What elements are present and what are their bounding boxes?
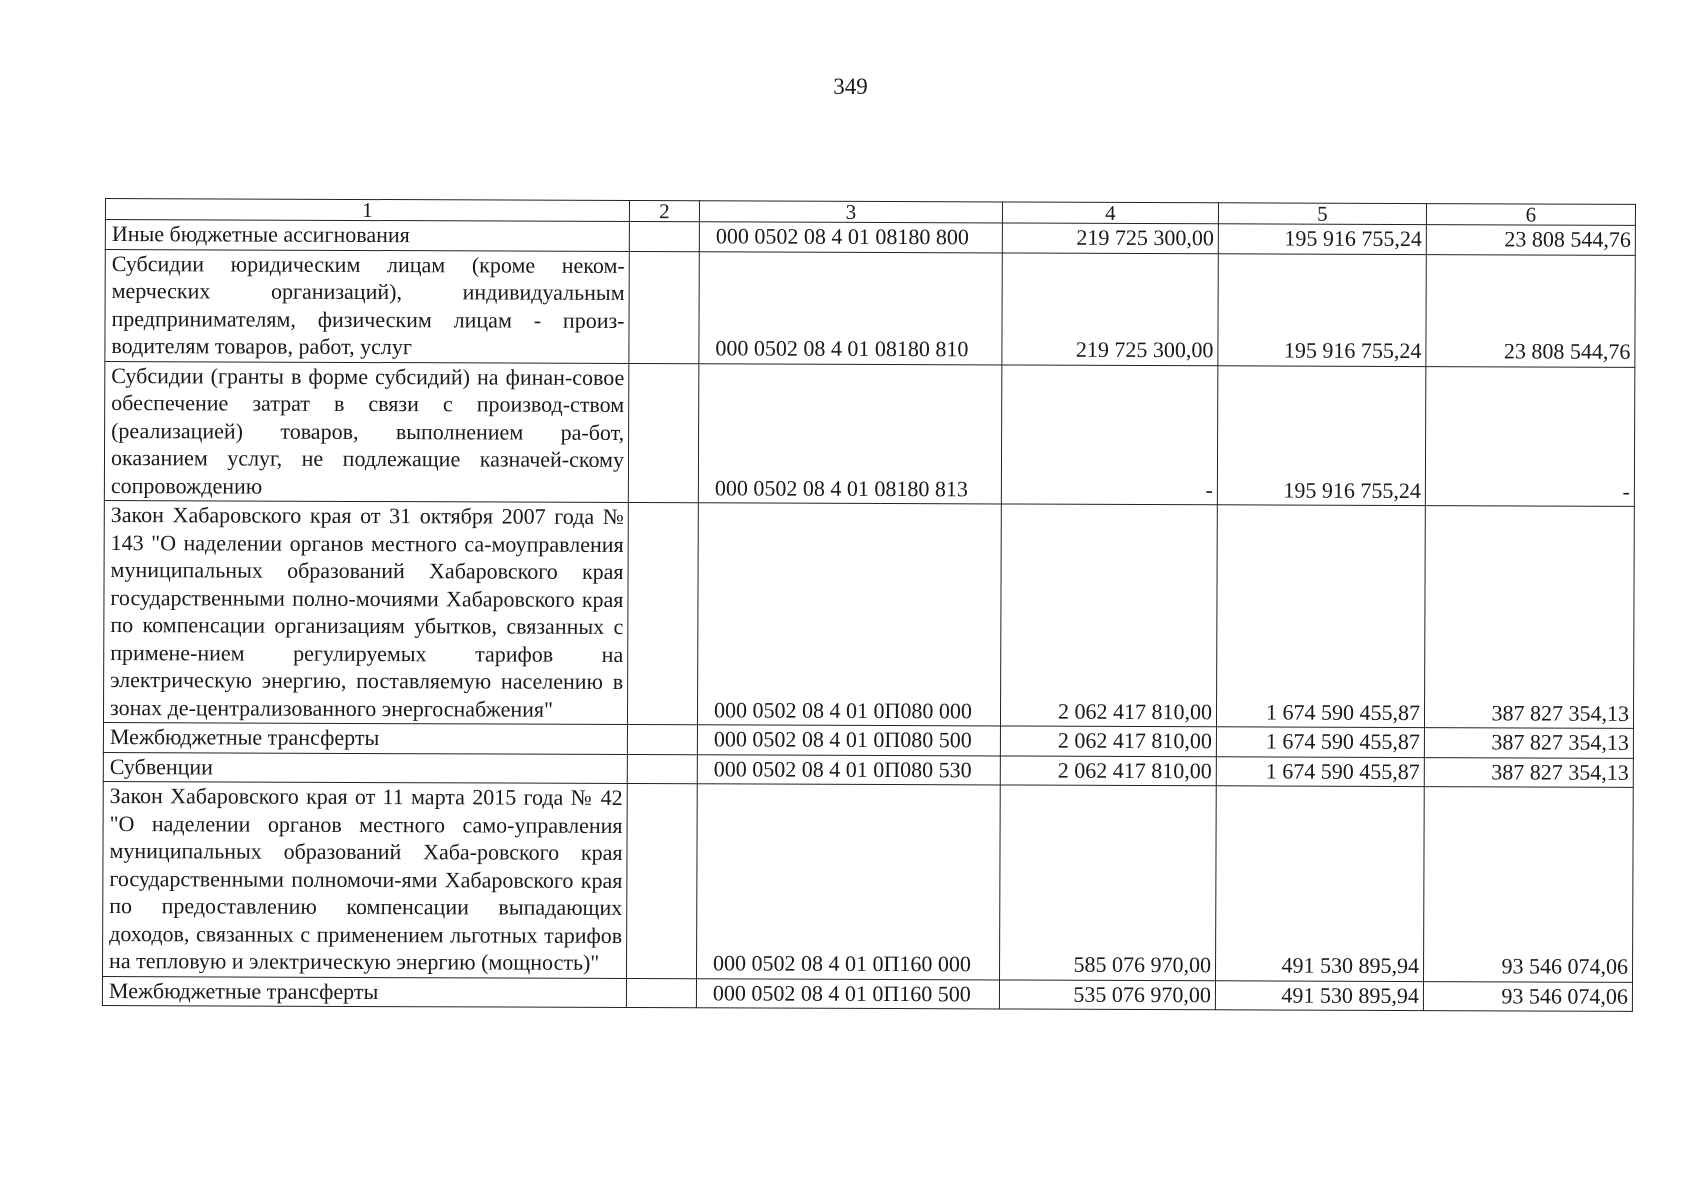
row-plan: 585 076 970,00 bbox=[1000, 785, 1217, 980]
row-plan: 2 062 417 810,00 bbox=[1000, 726, 1216, 756]
row-code: 000 0502 08 4 01 0П080 000 bbox=[697, 503, 1001, 726]
row-description: Иные бюджетные ассигнования bbox=[105, 220, 629, 252]
row-description: Субсидии юридическим лицам (кроме неком-мерческих организаций), индивидуальным предпринимателям, физическим лицам - произ-водителям товаров, работ, услуг bbox=[105, 249, 629, 363]
row-plan: 219 725 300,00 bbox=[1002, 252, 1218, 365]
row-description: Межбюджетные трансферты bbox=[102, 976, 626, 1008]
row-col2 bbox=[627, 784, 698, 979]
row-code: 000 0502 08 4 01 0П080 500 bbox=[697, 725, 1000, 756]
row-description: Субвенции bbox=[103, 752, 627, 784]
row-col2 bbox=[626, 978, 696, 1008]
row-code: 000 0502 08 4 01 08180 800 bbox=[699, 222, 1002, 253]
row-col2 bbox=[627, 725, 697, 755]
row-code: 000 0502 08 4 01 0П080 530 bbox=[697, 754, 1000, 785]
row-executed: 195 916 755,24 bbox=[1217, 365, 1426, 505]
row-description: Закон Хабаровского края от 11 марта 2015 года № 42 "О наделении органов местного само-управления муниципальных образований Хаба-ровского края государственными полномочи-ями Хабаровского края по предоставлению компенсации выпадающих доходов, связанных с применением льготных тарифов на тепловую и электрическую энергию (мощность)" bbox=[103, 781, 628, 978]
row-description: Субсидии (гранты в форме субсидий) на финан-совое обеспечение затрат в связи с производ-ством (реализацией) товаров, выполнением ра-бот, оказанием услуг, не подлежащие казначей-скому сопровождению bbox=[104, 361, 629, 503]
row-remainder: 387 827 354,13 bbox=[1424, 506, 1634, 729]
row-executed: 491 530 895,94 bbox=[1215, 980, 1423, 1010]
column-header: 5 bbox=[1218, 203, 1426, 225]
row-plan: 2 062 417 810,00 bbox=[1000, 755, 1216, 785]
row-plan: 219 725 300,00 bbox=[1002, 223, 1218, 253]
row-remainder: 93 546 074,06 bbox=[1424, 787, 1634, 982]
row-plan: 535 076 970,00 bbox=[999, 979, 1215, 1009]
column-header: 3 bbox=[699, 201, 1002, 223]
row-remainder: 23 808 544,76 bbox=[1426, 254, 1635, 367]
row-col2 bbox=[627, 503, 698, 725]
row-col2 bbox=[629, 251, 699, 363]
budget-table bbox=[102, 198, 1636, 1012]
table-row bbox=[105, 249, 1635, 367]
row-executed: 195 916 755,24 bbox=[1218, 253, 1426, 366]
page-number: 349 bbox=[833, 74, 868, 99]
column-header: 2 bbox=[629, 201, 699, 222]
row-description: Закон Хабаровского края от 31 октября 2007 года № 143 "О наделении органов местного са-моуправления муниципальных образований Хабаровского края государственными полно-мочиями Хабаровского края по компенсации организациям убытков, связанных с примене-нием регулируемых тарифов на электрическую энергию, поставляемую населению в зонах де-централизованного энергоснабжения" bbox=[103, 500, 628, 724]
row-description: Межбюджетные трансферты bbox=[103, 722, 627, 754]
row-executed: 1 674 590 455,87 bbox=[1216, 727, 1424, 757]
row-col2 bbox=[629, 222, 699, 252]
table-row bbox=[104, 361, 1635, 506]
row-remainder: - bbox=[1425, 366, 1635, 506]
row-code: 000 0502 08 4 01 0П160 000 bbox=[697, 784, 1001, 980]
row-code: 000 0502 08 4 01 0П160 500 bbox=[696, 978, 999, 1009]
row-remainder: 387 827 354,13 bbox=[1424, 757, 1633, 787]
row-executed: 195 916 755,24 bbox=[1218, 224, 1426, 254]
row-executed: 1 674 590 455,87 bbox=[1216, 505, 1425, 728]
row-code: 000 0502 08 4 01 08180 813 bbox=[698, 363, 1002, 504]
table-row bbox=[102, 976, 1632, 1011]
column-header: 1 bbox=[105, 199, 629, 222]
column-header: 6 bbox=[1426, 204, 1635, 226]
row-remainder: 387 827 354,13 bbox=[1424, 728, 1633, 758]
table-row bbox=[103, 781, 1634, 981]
row-plan: 2 062 417 810,00 bbox=[1000, 504, 1217, 727]
row-col2 bbox=[628, 363, 699, 503]
row-executed: 491 530 895,94 bbox=[1216, 786, 1425, 981]
row-remainder: 23 808 544,76 bbox=[1426, 225, 1635, 255]
row-col2 bbox=[627, 754, 697, 784]
row-executed: 1 674 590 455,87 bbox=[1216, 756, 1424, 786]
row-code: 000 0502 08 4 01 08180 810 bbox=[699, 251, 1002, 364]
table-row bbox=[103, 500, 1634, 728]
column-header: 4 bbox=[1002, 202, 1218, 224]
row-plan: - bbox=[1001, 364, 1218, 504]
row-remainder: 93 546 074,06 bbox=[1423, 981, 1632, 1011]
